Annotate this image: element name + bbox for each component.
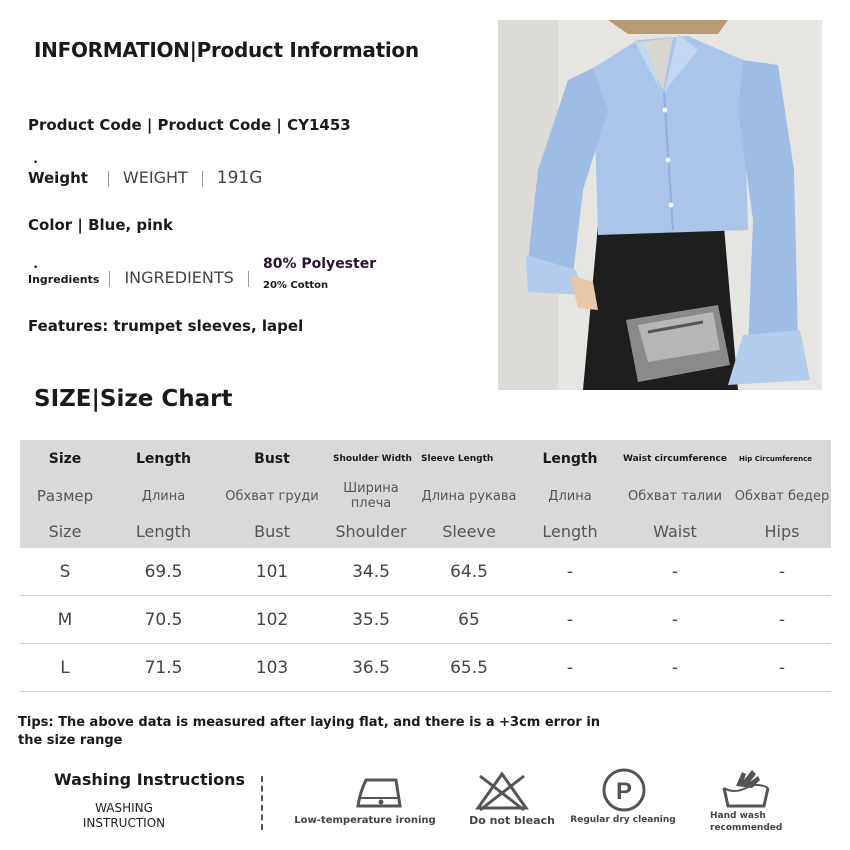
table-row: [20, 548, 831, 596]
cell-size: M: [20, 596, 110, 644]
tips-text: Tips: The above data is measured after laying flat, and there is a +3cm error in the size range: [18, 715, 601, 748]
header-row-en: [20, 440, 831, 478]
hand-wash-label: Hand wash recommended: [710, 811, 783, 833]
svg-text:P: P: [615, 778, 633, 805]
cell-length: 69.5: [110, 548, 217, 596]
cell-length: 70.5: [110, 596, 217, 644]
header-length: Length: [110, 440, 217, 478]
ingredients-main: 80% Polyester: [263, 256, 377, 272]
header-short-sleeve: Sleeve: [415, 514, 523, 548]
header-short-size: Size: [20, 514, 110, 548]
cell-shoulder: 36.5: [327, 644, 415, 692]
table-row: [20, 596, 831, 644]
no-bleach-icon: [474, 770, 530, 816]
cell-shoulder: 34.5: [327, 548, 415, 596]
cell-waist: -: [617, 644, 733, 692]
header-row-ru: [20, 478, 831, 514]
header-ru-bust: Обхват груди: [217, 478, 327, 514]
header-hip: Hip Circumference: [733, 440, 831, 478]
header-row-short: [20, 514, 831, 548]
weight-bullet: •: [33, 158, 39, 168]
iron-icon: [352, 772, 408, 816]
header-sleeve-length: Sleeve Length: [415, 440, 523, 478]
model-illustration: [498, 20, 822, 390]
cell-waist: -: [617, 548, 733, 596]
cell-waist: -: [617, 596, 733, 644]
cell-sleeve: 65.5: [415, 644, 523, 692]
cell-bust: 102: [217, 596, 327, 644]
features-row: Features: trumpet sleeves, lapel: [28, 317, 304, 335]
header-waist: Waist circumference: [617, 440, 733, 478]
cell-length: 71.5: [110, 644, 217, 692]
header-length-2: Length: [523, 440, 617, 478]
dry-clean-label: Regular dry cleaning: [570, 815, 676, 825]
ingredients-sub: 20% Cotton: [263, 280, 329, 291]
header-ru-shoulder: Ширина плеча: [327, 478, 415, 514]
header-ru-length-2: Длина: [523, 478, 617, 514]
info-title: INFORMATION|Product Information: [34, 38, 419, 62]
cell-length-2: -: [523, 596, 617, 644]
weight-ru: WEIGHT: [122, 168, 188, 187]
cell-hips: -: [733, 548, 831, 596]
header-ru-size: Размер: [20, 478, 110, 514]
cell-bust: 103: [217, 644, 327, 692]
cell-sleeve: 65: [415, 596, 523, 644]
iron-label: Low-temperature ironing: [294, 815, 436, 826]
hand-wash-icon: [720, 768, 772, 814]
header-short-waist: Waist: [617, 514, 733, 548]
washing-title: Washing Instructions: [54, 770, 246, 789]
product-photo: [498, 20, 822, 390]
ingredients-row: [28, 268, 263, 287]
header-shoulder-width: Shoulder Width: [327, 440, 415, 478]
cell-sleeve: 64.5: [415, 548, 523, 596]
cell-bust: 101: [217, 548, 327, 596]
header-short-length: Length: [110, 514, 217, 548]
header-short-hips: Hips: [733, 514, 831, 548]
header-ru-sleeve: Длина рукава: [415, 478, 523, 514]
cell-hips: -: [733, 596, 831, 644]
size-chart-title: SIZE|Size Chart: [34, 386, 233, 412]
cell-length-2: -: [523, 644, 617, 692]
size-chart-table: [20, 440, 831, 692]
cell-size: L: [20, 644, 110, 692]
cell-shoulder: 35.5: [327, 596, 415, 644]
divider: [261, 776, 263, 830]
no-bleach-label: Do not bleach: [469, 814, 555, 827]
header-bust: Bust: [217, 440, 327, 478]
product-code: Product Code | Product Code | CY1453: [28, 116, 351, 134]
header-short-bust: Bust: [217, 514, 327, 548]
ingredients-bullet: •: [33, 263, 39, 273]
color-row: Color | Blue, pink: [28, 216, 173, 234]
weight-row: [28, 168, 262, 188]
header-ru-waist: Обхват талии: [617, 478, 733, 514]
header-ru-length: Длина: [110, 478, 217, 514]
header-short-length-2: Length: [523, 514, 617, 548]
ingredients-ru: INGREDIENTS: [124, 268, 234, 287]
washing-subtitle: WASHING INSTRUCTION: [82, 801, 166, 830]
cell-hips: -: [733, 644, 831, 692]
table-row: [20, 644, 831, 692]
weight-value: 191G: [216, 168, 263, 188]
cell-size: S: [20, 548, 110, 596]
header-size: Size: [20, 440, 110, 478]
ingredients-label: Ingredients: [28, 273, 100, 286]
header-short-shoulder: Shoulder: [327, 514, 415, 548]
dry-clean-icon: [600, 766, 648, 818]
cell-length-2: -: [523, 548, 617, 596]
weight-label: Weight: [28, 169, 88, 187]
header-ru-hips: Обхват бедер: [733, 478, 831, 514]
